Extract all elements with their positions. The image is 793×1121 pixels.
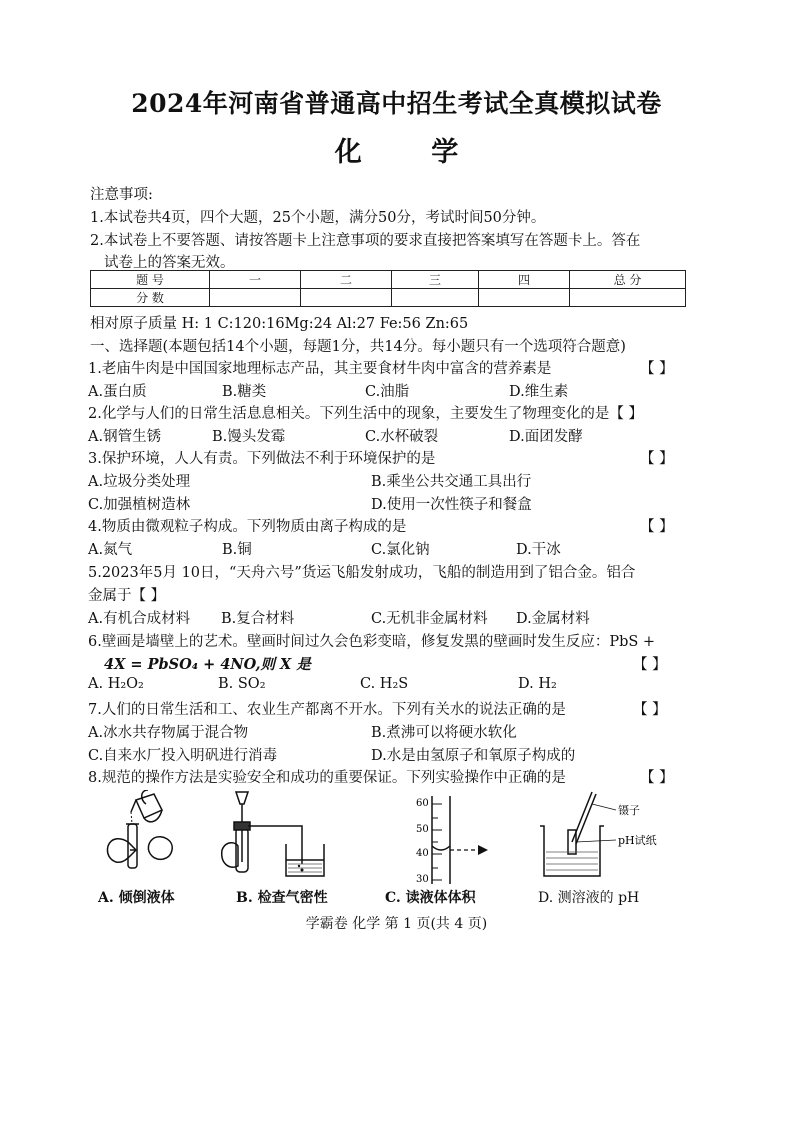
q7-option-c: C.自来水厂投入明矾进行消毒 <box>88 748 278 764</box>
score-row-label: 分 数 <box>91 289 210 307</box>
q3-option-c: C.加强植树造林 <box>88 497 191 513</box>
figure-caption-d: D. 测溶液的 pH <box>538 890 640 906</box>
q6-option-a: A. H₂O₂ <box>88 676 144 692</box>
q2-option-d: D.面团发酵 <box>509 429 583 445</box>
question-6-stem: 6.壁画是墙壁上的艺术。壁画时间过久会色彩变暗，修复发黑的壁画时发生反应：PbS + <box>88 634 656 650</box>
figure-caption-a: A. 倾倒液体 <box>98 890 175 906</box>
question-4-stem: 4.物质由微观粒子构成。下列物质由离子构成的是 <box>88 519 407 535</box>
q4-option-c: C.氯化钠 <box>371 542 430 558</box>
question-6-equation: 4X = PbSO₄ + 4NO,则 X 是 <box>104 656 311 673</box>
subject-title: 化 学 <box>334 137 489 168</box>
question-2-stem: 2.化学与人们的日常生活息息相关。下列生活中的现象，主要发生了物理变化的是【 】 <box>88 406 643 422</box>
q3-option-a: A.垃圾分类处理 <box>88 474 191 490</box>
score-cell[interactable] <box>210 289 301 307</box>
question-5-stem: 5.2023年5月 10日，“天舟六号”货运飞船发射成功，飞船的制造用到了铝合金。铝合 <box>88 565 636 581</box>
label-tweezers: 镊子 <box>618 804 640 817</box>
q3-option-b: B.乘坐公共交通工具出行 <box>371 474 532 490</box>
q7-option-a: A.冰水共存物属于混合物 <box>88 725 249 741</box>
scale-label-60: 60 <box>416 798 429 809</box>
q1-option-b: B.糖类 <box>222 384 267 400</box>
notice-line-1: 1.本试卷共4页，四个大题，25个小题，满分50分，考试时间50分钟。 <box>90 210 546 226</box>
section-heading: 一、选择题(本题包括14个小题，每题1分，共14分。每小题只有一个选项符合题意) <box>90 339 626 355</box>
q1-option-d: D.维生素 <box>509 384 569 400</box>
atomic-mass: 相对原子质量 H: 1 C:120:16Mg:24 Al:27 Fe:56 Zn:65 <box>90 316 469 332</box>
q4-option-a: A.氮气 <box>88 542 133 558</box>
question-1-stem: 1.老庙牛肉是中国国家地理标志产品，其主要食材牛肉中富含的营养素是 <box>88 361 552 377</box>
notice-line-3: 试卷上的答案无效。 <box>104 255 235 271</box>
page-footer: 学霸卷 化学 第 1 页(共 4 页) <box>305 916 488 932</box>
page-title: 2024年河南省普通高中招生考试全真模拟试卷 <box>131 89 662 118</box>
figure-measure-ph <box>534 790 664 882</box>
score-header-cell: 二 <box>301 271 392 289</box>
q2-option-c: C.水杯破裂 <box>365 429 439 445</box>
scale-label-30: 30 <box>416 874 429 885</box>
q2-option-a: A.钢管生锈 <box>88 429 162 445</box>
q7-option-b: B.煮沸可以将硬水软化 <box>371 725 517 741</box>
figure-check-airtightness <box>214 790 334 882</box>
answer-bracket: 【 】 <box>640 361 674 377</box>
q5-option-a: A.有机合成材料 <box>88 611 191 627</box>
scale-label-50: 50 <box>416 824 429 835</box>
score-cell[interactable] <box>479 289 570 307</box>
score-header-cell: 总 分 <box>570 271 686 289</box>
figure-pouring-liquid <box>98 790 188 882</box>
question-7-stem: 7.人们的日常生活和工、农业生产都离不开水。下列有关水的说法正确的是 <box>88 702 566 718</box>
score-table <box>90 270 686 307</box>
q4-option-b: B.铜 <box>222 542 252 558</box>
question-5-stem-cont: 金属于【 】 <box>88 588 166 604</box>
answer-bracket: 【 】 <box>640 519 674 535</box>
label-ph-paper: pH试纸 <box>618 834 657 847</box>
score-table-header-row <box>91 271 686 289</box>
score-cell[interactable] <box>570 289 686 307</box>
score-header-cell: 一 <box>210 271 301 289</box>
score-table-row <box>91 289 686 307</box>
q1-option-a: A.蛋白质 <box>88 384 147 400</box>
q6-option-c: C. H₂S <box>360 676 409 692</box>
figure-caption-c: C. 读液体体积 <box>385 890 476 906</box>
q7-option-d: D.水是由氢原子和氧原子构成的 <box>371 748 576 764</box>
q1-option-c: C.油脂 <box>365 384 410 400</box>
score-header-cell: 三 <box>392 271 479 289</box>
answer-bracket: 【 】 <box>633 657 667 673</box>
score-cell[interactable] <box>301 289 392 307</box>
score-cell[interactable] <box>392 289 479 307</box>
answer-bracket: 【 】 <box>640 770 674 786</box>
figure-read-volume <box>416 790 496 886</box>
q2-option-b: B.馒头发霉 <box>212 429 286 445</box>
answer-bracket: 【 】 <box>633 702 667 718</box>
score-header-cell: 四 <box>479 271 570 289</box>
q4-option-d: D.干冰 <box>516 542 561 558</box>
q6-option-b: B. SO₂ <box>218 676 266 692</box>
q6-option-d: D. H₂ <box>518 676 557 692</box>
answer-bracket: 【 】 <box>640 451 674 467</box>
notice-line-2: 2.本试卷上不要答题、请按答题卡上注意事项的要求直接把答案填写在答题卡上。答在 <box>90 233 641 249</box>
figure-caption-b: B. 检查气密性 <box>236 890 328 906</box>
notice-heading: 注意事项: <box>90 187 153 203</box>
q5-option-d: D.金属材料 <box>516 611 590 627</box>
question-8-stem: 8.规范的操作方法是实验安全和成功的重要保证。下列实验操作中正确的是 <box>88 770 566 786</box>
question-3-stem: 3.保护环境，人人有责。下列做法不利于环境保护的是 <box>88 451 436 467</box>
q5-option-b: B.复合材料 <box>221 611 295 627</box>
score-header-cell: 题 号 <box>91 271 210 289</box>
scale-label-40: 40 <box>416 848 429 859</box>
q3-option-d: D.使用一次性筷子和餐盒 <box>371 497 532 513</box>
q5-option-c: C.无机非金属材料 <box>371 611 488 627</box>
